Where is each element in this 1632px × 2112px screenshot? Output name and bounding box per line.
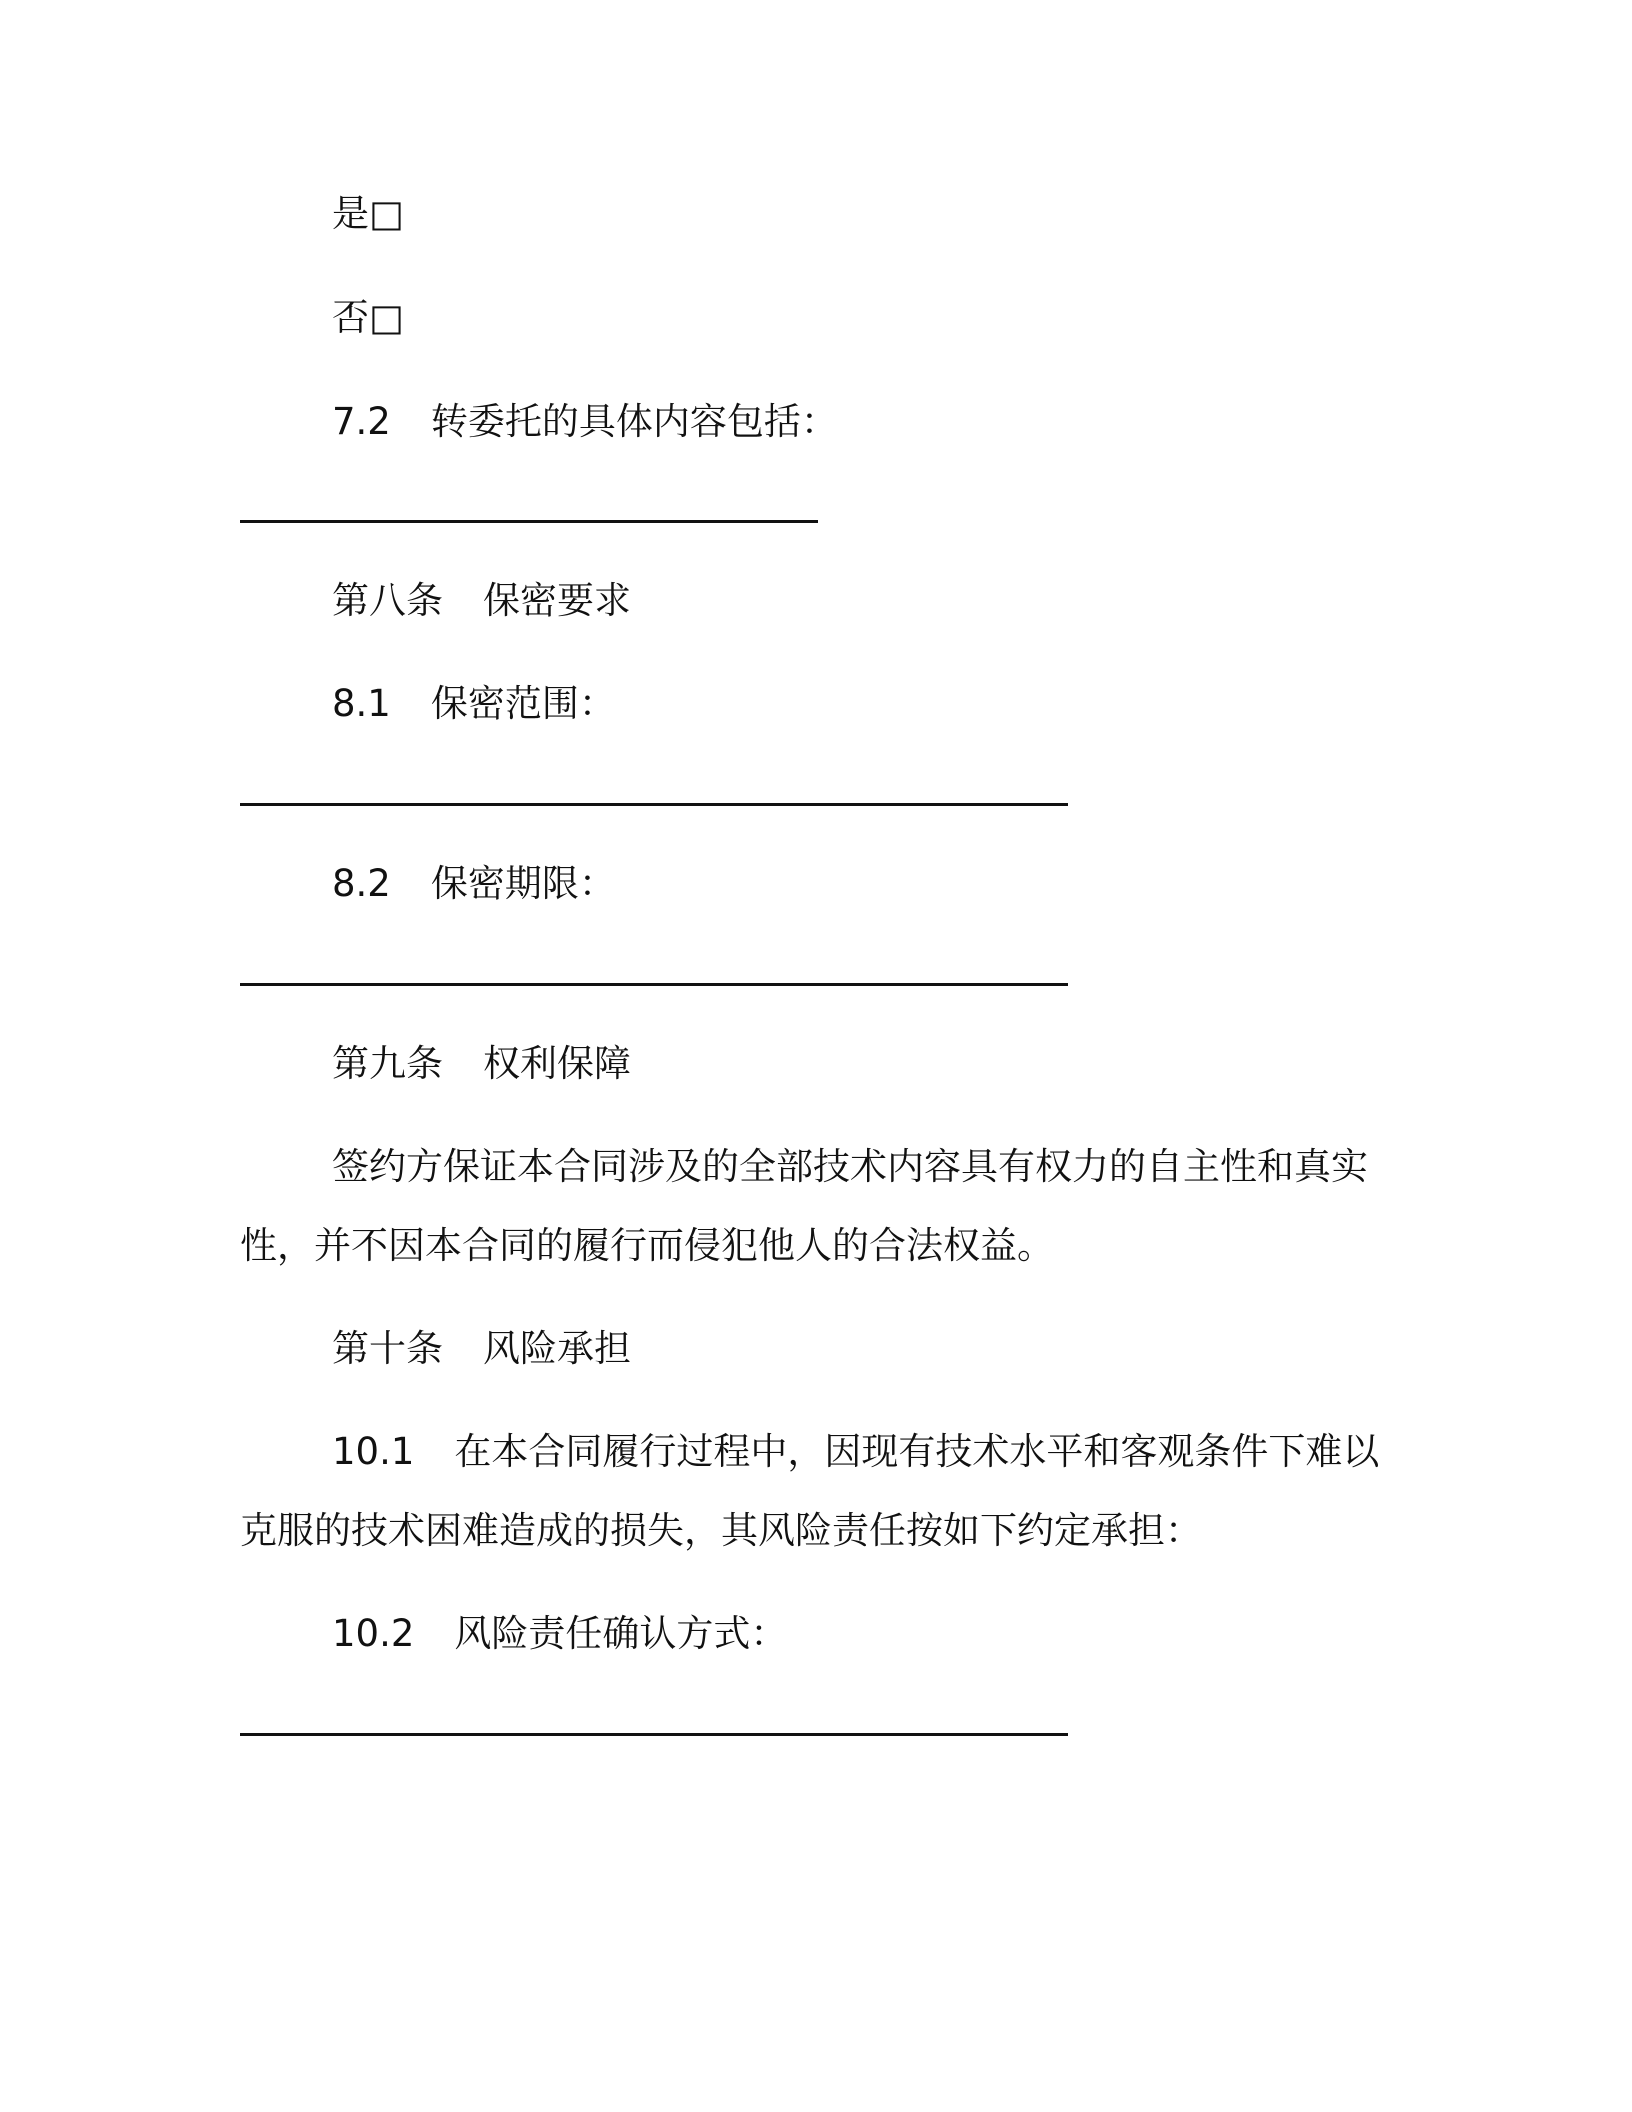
article-number: 第九条 [332, 1042, 443, 1085]
fill-in-blank-8-2[interactable] [240, 983, 1068, 986]
clause-7-2 [332, 398, 838, 446]
fill-in-blank-7-2[interactable] [240, 520, 818, 523]
clause-8-1 [332, 680, 616, 728]
clause-text: 在本合同履行过程中，因现有技术水平和客观条件下难以 [454, 1430, 1380, 1473]
article-9-heading [332, 1040, 631, 1088]
clause-10-1-line-1 [332, 1428, 1379, 1476]
article-title: 权利保障 [483, 1042, 631, 1085]
clause-8-2 [332, 860, 616, 908]
checkbox-no-line[interactable]: 否□ [332, 296, 404, 339]
clause-number: 8.1 [332, 682, 391, 725]
article-8-heading [332, 577, 631, 625]
fill-in-blank-10-2[interactable] [240, 1733, 1068, 1736]
article-number: 第八条 [332, 579, 443, 622]
article-title: 保密要求 [483, 579, 631, 622]
clause-10-2 [332, 1610, 787, 1658]
fill-in-blank-8-1[interactable] [240, 803, 1068, 806]
clause-text: 风险责任确认方式： [454, 1612, 788, 1655]
article-9-body-line-2: 性，并不因本合同的履行而侵犯他人的合法权益。 [240, 1224, 1054, 1267]
article-9-body-line-1: 签约方保证本合同涉及的全部技术内容具有权力的自主性和真实 [332, 1145, 1368, 1188]
article-number: 第十条 [332, 1327, 443, 1370]
article-title: 风险承担 [483, 1327, 631, 1370]
clause-number: 8.2 [332, 862, 391, 905]
clause-10-1-line-2: 克服的技术困难造成的损失，其风险责任按如下约定承担： [240, 1509, 1202, 1552]
clause-text: 转委托的具体内容包括： [430, 400, 838, 443]
clause-number: 10.1 [332, 1430, 415, 1473]
checkbox-yes-line[interactable]: 是□ [332, 192, 404, 235]
clause-number: 7.2 [332, 400, 391, 443]
clause-text: 保密范围： [430, 682, 616, 725]
article-10-heading [332, 1325, 631, 1373]
clause-number: 10.2 [332, 1612, 415, 1655]
clause-text: 保密期限： [430, 862, 616, 905]
